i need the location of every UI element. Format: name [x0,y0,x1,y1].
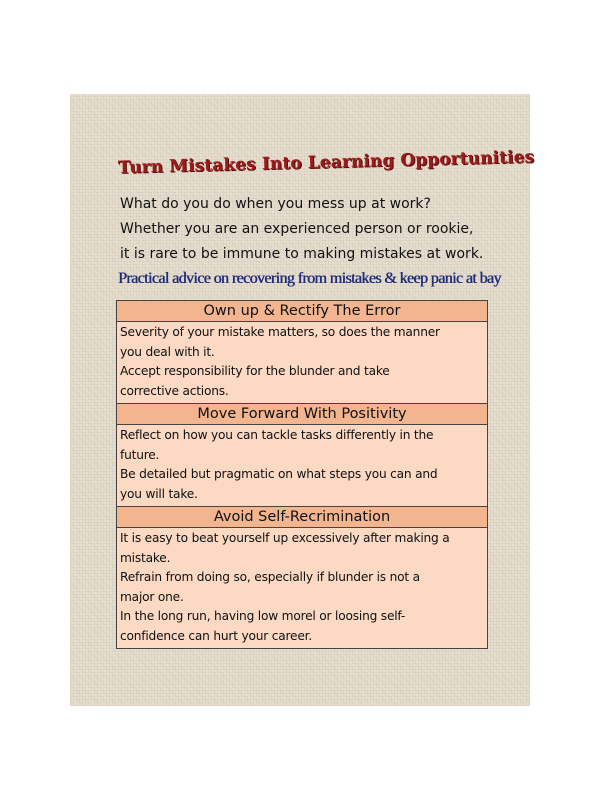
section-line: Reflect on how you can tackle tasks differently in the [120,428,434,442]
intro-line: Whether you are an experienced person or rookie, [120,221,474,237]
intro-line: What do you do when you mess up at work? [120,196,431,212]
section-body-own-up [117,322,487,404]
section-line: Be detailed but pragmatic on what steps you can and [120,467,438,481]
intro-text [120,192,520,267]
section-line: confidence can hurt your career. [120,628,313,643]
section-line: you will take. [120,486,198,501]
section-body-move-forward [117,425,487,507]
section-heading-move-forward: Move Forward With Positivity [117,404,487,425]
advice-table [116,300,488,649]
poster [70,94,535,706]
page-title: Turn Mistakes Into Learning Opportunities [117,147,535,178]
section-body-avoid-self-recrimination [117,528,487,649]
section-line: Severity of your mistake matters, so does the manner [120,325,440,339]
section-line: you deal with it. [120,344,215,359]
section-heading-own-up: Own up & Rectify The Error [117,301,487,322]
section-line: corrective actions. [120,383,229,398]
section-line: In the long run, having low morel or loosing self- [120,609,406,623]
section-heading-avoid-self-recrimination: Avoid Self-Recrimination [117,507,487,528]
section-line: future. [120,447,160,462]
section-line: major one. [120,589,184,604]
section-line: It is easy to beat yourself up excessively after making a [120,531,450,545]
section-line: Refrain from doing so, especially if blunder is not a [120,570,420,584]
intro-line: it is rare to be immune to making mistakes at work. [120,246,484,262]
section-line: mistake. [120,550,171,565]
subheading: Practical advice on recovering from mistakes & keep panic at bay [118,270,501,287]
section-line: Accept responsibility for the blunder and take [120,364,390,378]
